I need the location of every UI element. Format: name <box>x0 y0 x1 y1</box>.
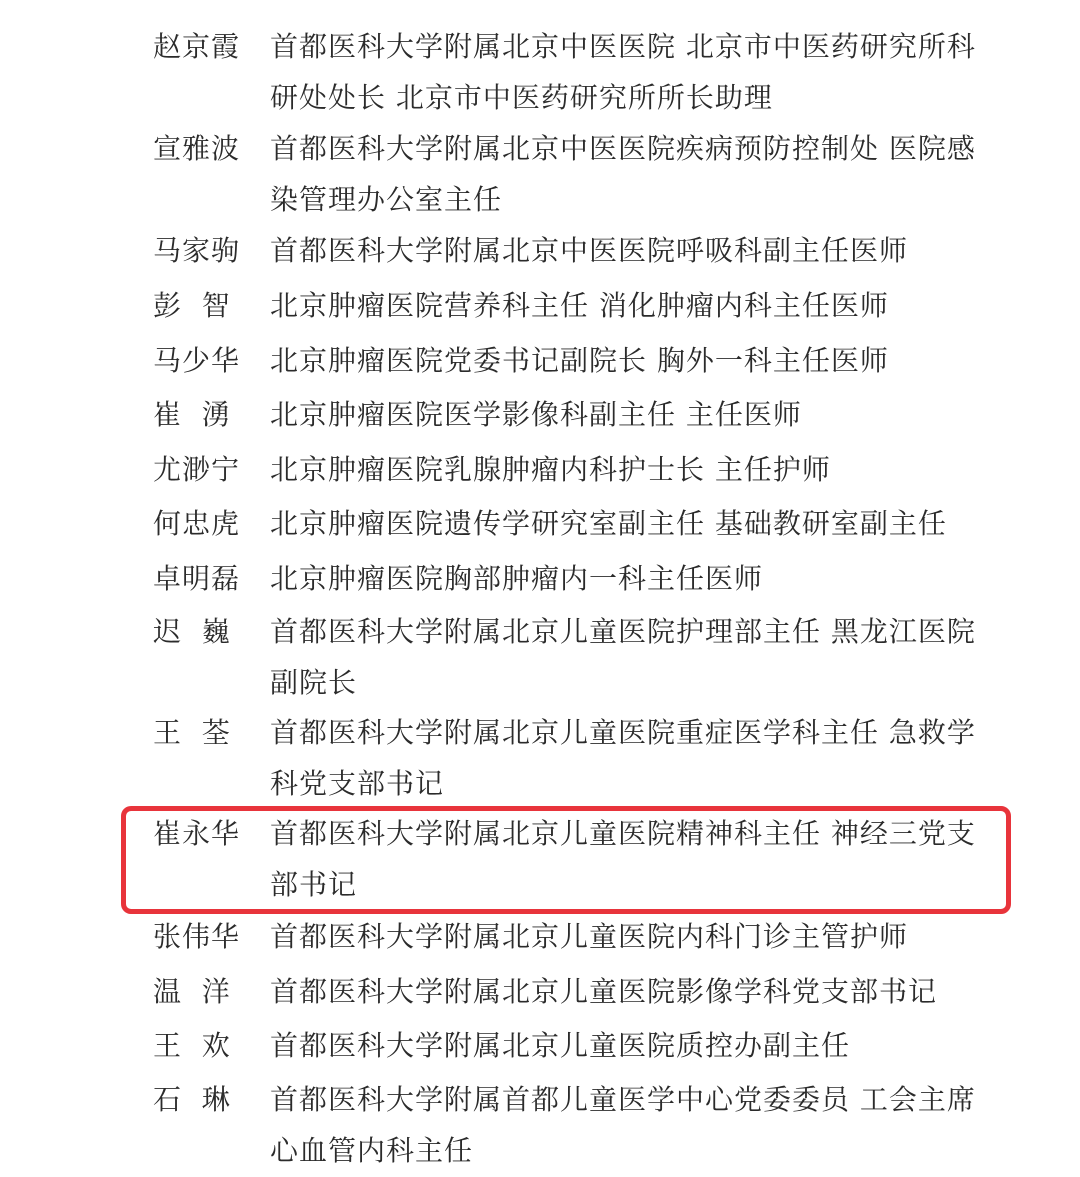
position-line: 首都医科大学附属首都儿童医学中心党委委员 工会主席 <box>270 1083 976 1116</box>
person-name: 王 欢 <box>153 1029 231 1062</box>
person-name: 马家驹 <box>153 234 241 267</box>
position-line: 首都医科大学附属北京儿童医院精神科主任 神经三党支 <box>270 817 976 850</box>
position-line: 首都医科大学附属北京中医医院疾病预防控制处 医院感 <box>270 132 976 165</box>
person-name: 马少华 <box>153 344 241 377</box>
position-line: 首都医科大学附属北京中医医院呼吸科副主任医师 <box>270 234 909 267</box>
position-line: 心血管内科主任 <box>270 1134 474 1167</box>
person-name: 温 洋 <box>153 975 231 1008</box>
position-line: 研处处长 北京市中医药研究所所长助理 <box>270 81 773 114</box>
position-line: 科党支部书记 <box>270 767 445 800</box>
position-line: 部书记 <box>270 868 358 901</box>
person-name: 何忠虎 <box>153 507 241 540</box>
person-name: 张伟华 <box>153 920 241 953</box>
person-name: 迟 巍 <box>153 615 231 648</box>
person-name: 崔 湧 <box>153 398 231 431</box>
position-line: 首都医科大学附属北京儿童医院质控办副主任 <box>270 1029 851 1062</box>
person-name: 尤渺宁 <box>153 453 241 486</box>
position-line: 首都医科大学附属北京儿童医院影像学科党支部书记 <box>270 975 938 1008</box>
position-line: 北京肿瘤医院遗传学研究室副主任 基础教研室副主任 <box>270 507 947 540</box>
person-name: 宣雅波 <box>153 132 241 165</box>
position-line: 首都医科大学附属北京中医医院 北京市中医药研究所科 <box>270 30 976 63</box>
position-line: 首都医科大学附属北京儿童医院内科门诊主管护师 <box>270 920 909 953</box>
position-line: 染管理办公室主任 <box>270 183 503 216</box>
position-line: 副院长 <box>270 666 358 699</box>
person-name: 赵京霞 <box>153 30 241 63</box>
person-name: 崔永华 <box>153 817 241 850</box>
person-name: 王 荃 <box>153 716 231 749</box>
person-name: 卓明磊 <box>153 562 241 595</box>
position-line: 北京肿瘤医院乳腺肿瘤内科护士长 主任护师 <box>270 453 831 486</box>
position-line: 北京肿瘤医院营养科主任 消化肿瘤内科主任医师 <box>270 289 889 322</box>
position-line: 首都医科大学附属北京儿童医院护理部主任 黑龙江医院 <box>270 615 976 648</box>
position-line: 北京肿瘤医院党委书记副院长 胸外一科主任医师 <box>270 344 889 377</box>
position-line: 北京肿瘤医院医学影像科副主任 主任医师 <box>270 398 802 431</box>
person-name: 彭 智 <box>153 289 231 322</box>
person-name: 石 琳 <box>153 1083 231 1116</box>
position-line: 北京肿瘤医院胸部肿瘤内一科主任医师 <box>270 562 764 595</box>
position-line: 首都医科大学附属北京儿童医院重症医学科主任 急救学 <box>270 716 976 749</box>
highlight-box <box>121 806 1011 914</box>
